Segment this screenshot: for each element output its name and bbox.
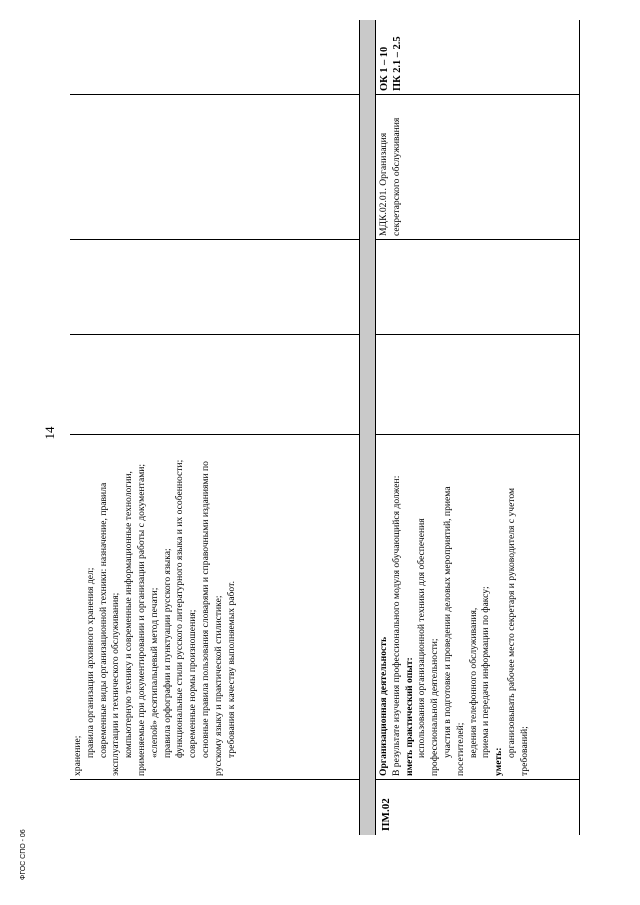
knowledge-item: правила организации архивного хранения дел; (84, 567, 96, 758)
shaded-separator-row (360, 20, 375, 835)
knowledge-item: современные виды организационной техники: назначение, правила эксплуатации и технического обслуживания; (97, 482, 122, 776)
code-cell (376, 780, 579, 835)
module-intro: В результате изучения профессионального модуля обучающийся должен: (390, 475, 402, 776)
mdk-cell (376, 95, 579, 240)
content-cell (70, 435, 359, 780)
footer-label: ФГОС СПО - 06 (20, 829, 27, 880)
practice-label: иметь практический опыт: (403, 657, 415, 776)
practice-item: ведения телефонного обслуживания, (467, 607, 479, 758)
competencies-cell (376, 20, 579, 95)
content-cell (376, 435, 579, 780)
knowledge-item: компьютерную технику и современные информационные технологии, применяемые при документировании и организации работы с документами; (123, 463, 147, 776)
table-row (70, 20, 360, 835)
curriculum-table (70, 20, 530, 835)
practice-item: использования организационной техники для обеспечения профессиональной деятельности; (416, 518, 441, 776)
knowledge-item: требования к качеству выполняемых работ. (225, 581, 237, 758)
knowledge-item: основные правила пользования словарями и справочными изданиями по русскому языку и практической стилистике; (199, 461, 224, 776)
module-title: Организационная деятельность (378, 636, 389, 776)
skills-label: уметь: (493, 747, 505, 776)
practice-item: приема и передачи информации по факсу; (480, 586, 492, 758)
code-cell (70, 780, 359, 835)
knowledge-item: правила орфографии и пунктуации русского языка; (161, 548, 173, 758)
skills-item: организовывать рабочее место секретаря и руководителя с учетом требований; (505, 487, 530, 776)
competency-pk: ПК 2.1 – 2.5 (392, 36, 403, 91)
knowledge-item: современные нормы произношения; (187, 609, 199, 758)
practice-item: участия в подготовке и проведении деловых мероприятий, приема посетителей; (441, 486, 466, 776)
competency-ok: ОК 1 – 10 (379, 46, 390, 91)
mdk-title: МДК.02.01. Организация секретарского обслуживания (378, 117, 402, 236)
knowledge-list (70, 435, 238, 780)
knowledge-item: функциональные стили русского литературного языка и их особенности; (174, 459, 186, 758)
page-number: 14 (42, 426, 57, 440)
knowledge-item: «слепой» десятипальцевый метод печати; (148, 587, 160, 758)
module-code: ПМ.02 (380, 798, 392, 831)
table-row (375, 20, 580, 835)
knowledge-item: хранение; (72, 735, 83, 776)
